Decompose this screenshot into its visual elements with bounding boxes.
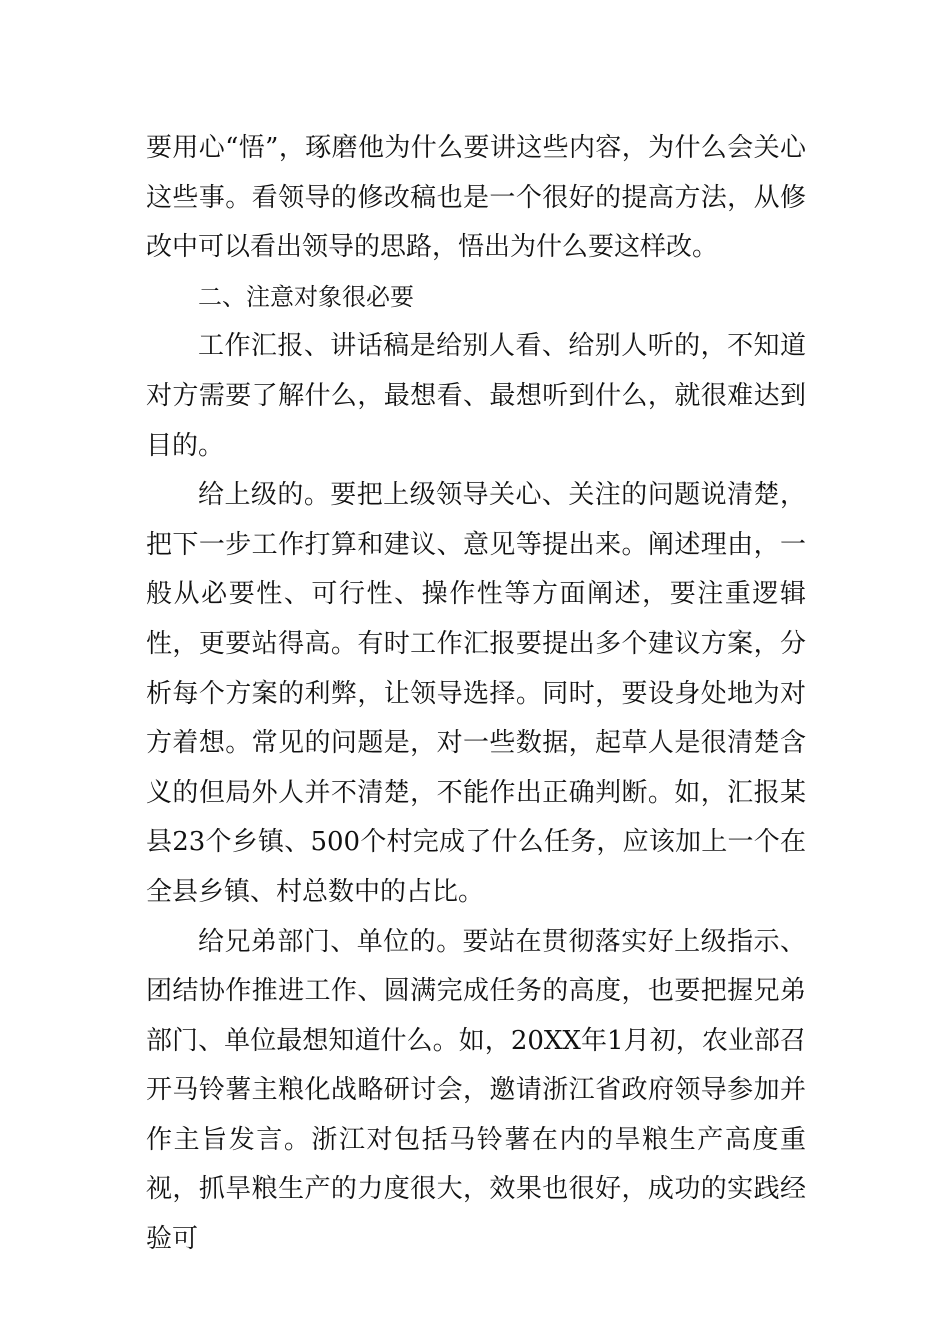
paragraph-peer-departments: 给兄弟部门、单位的。要站在贯彻落实好上级指示、团结协作推进工作、圆满完成任务的高度，也要把握兄弟部门、单位最想知道什么。如，20XX年1月初，农业部召开马铃薯主粮化战略研讨会，邀请浙江省政府领导参加并作主旨发言。浙江对包括马铃薯在内的旱粮生产高度重视，抓旱粮生产的力度很大，效果也很好，成功的实践经验可 bbox=[146, 926, 806, 1255]
document-page bbox=[146, 124, 806, 1265]
paragraph-continuation: 要用心“悟”，琢磨他为什么要讲这些内容，为什么会关心这些事。看领导的修改稿也是一个很好的提高方法，从修改中可以看出领导的思路，悟出为什么要这样改。 bbox=[146, 133, 806, 263]
paragraph-superiors: 给上级的。要把上级领导关心、关注的问题说清楚，把下一步工作打算和建议、意见等提出来。阐述理由，一般从必要性、可行性、操作性等方面阐述，要注重逻辑性，更要站得高。有时工作汇报要提出多个建议方案，分析每个方案的利弊，让领导选择。同时，要设身处地为对方着想。常见的问题是，对一些数据，起草人是很清楚含义的但局外人并不清楚，不能作出正确判断。如，汇报某县23个乡镇、500个村完成了什么任务，应该加上一个在全县乡镇、村总数中的占比。 bbox=[146, 480, 806, 907]
section-heading: 二、注意对象很必要 bbox=[198, 282, 414, 311]
paragraph-intro: 工作汇报、讲话稿是给别人看、给别人听的，不知道对方需要了解什么，最想看、最想听到什么，就很难达到目的。 bbox=[146, 331, 806, 461]
